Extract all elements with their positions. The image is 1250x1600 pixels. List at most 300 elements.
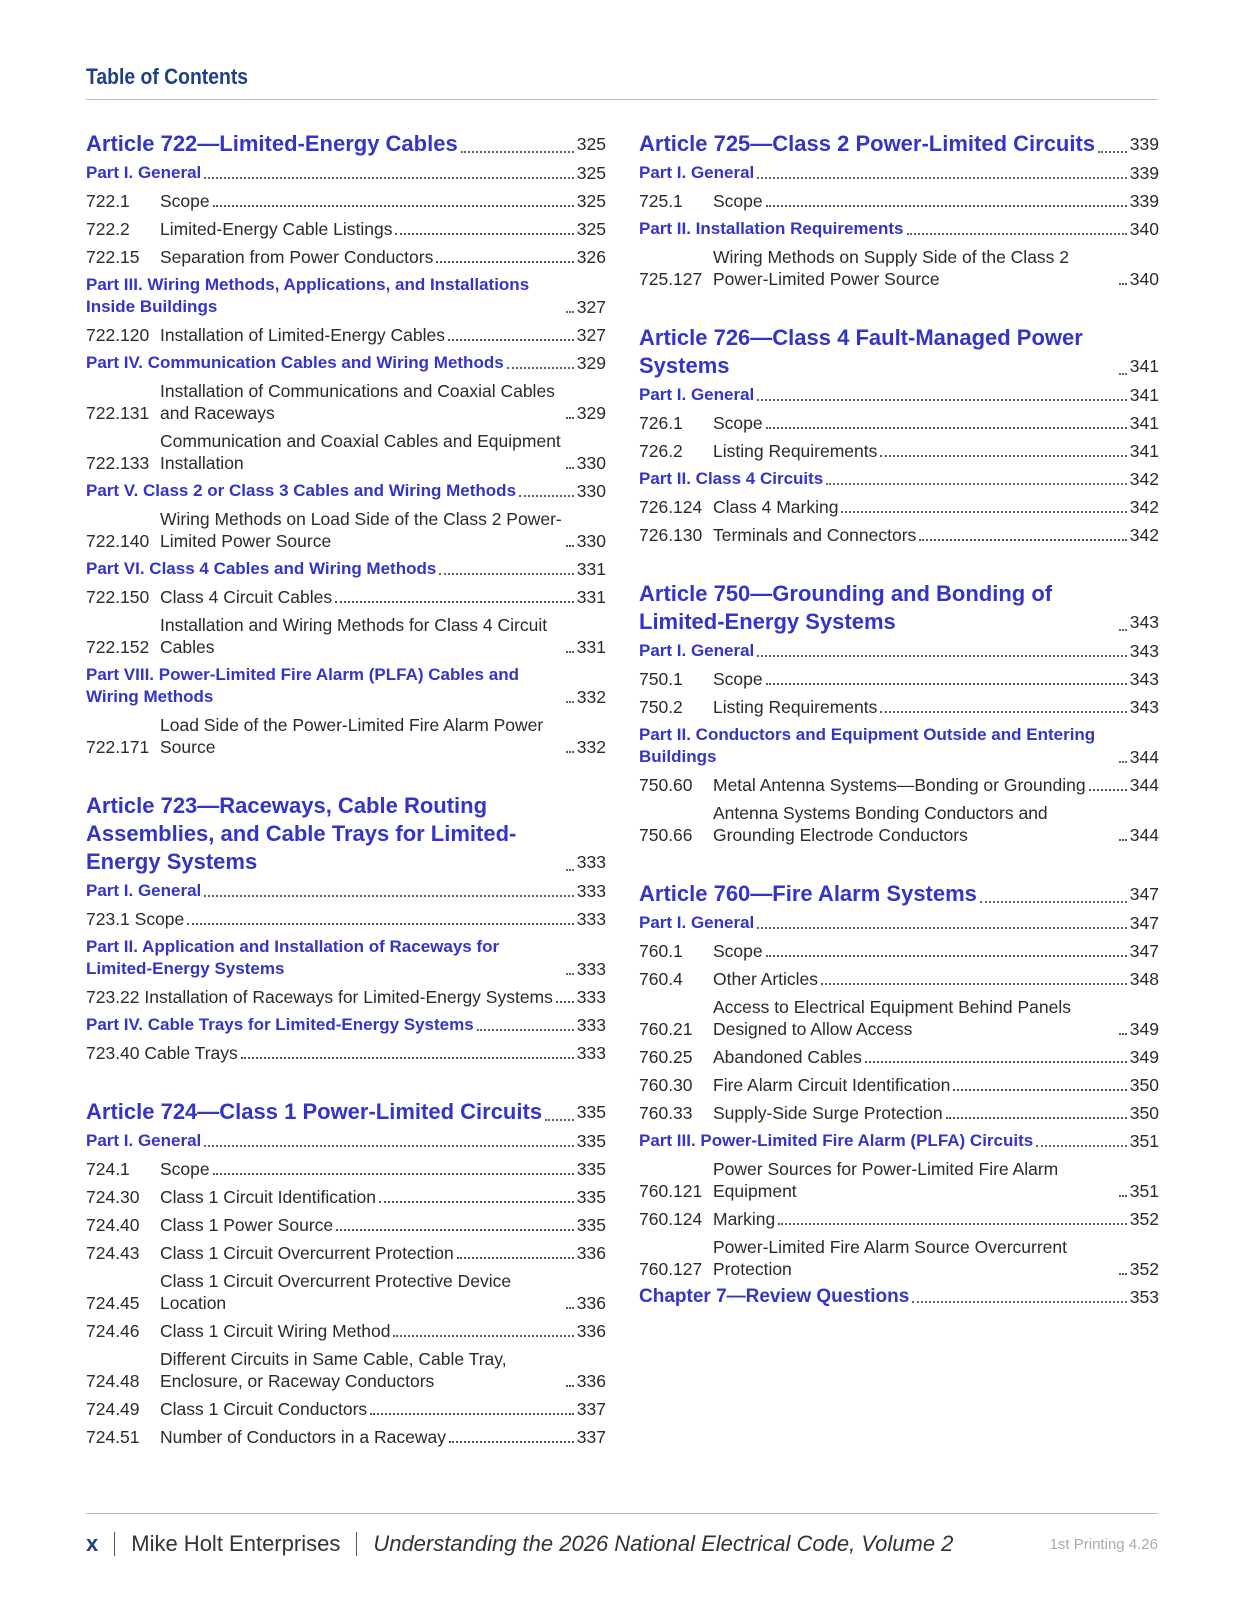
page-number: 327 [576,325,606,345]
section-number: 722.171 [86,737,150,757]
entry-title: Wiring Methods on Supply Side of the Class 2 Power-Limited Power Source [713,247,1070,289]
dot-leader [556,1001,574,1003]
entry-title: Article 760—Fire Alarm Systems [639,881,977,906]
dot-leader [841,511,1126,513]
entry-title: Scope [713,191,763,211]
page-footer [86,1530,1158,1558]
entry-title: Class 1 Circuit Identification [160,1187,376,1207]
entry-title: Scope [713,669,763,689]
entry-title: Article 725—Class 2 Power-Limited Circuits [639,131,1096,156]
toc-part-entry[interactable] [86,880,606,902]
entry-title: Different Circuits in Same Cable, Cable Tray, Enclosure, or Raceway Conductors [160,1349,507,1391]
page-number: 348 [1129,969,1159,989]
page-number: 342 [1129,497,1159,517]
toc-part-entry[interactable] [86,480,606,502]
section-number: 722.140 [86,531,150,551]
entry-title: Marking [713,1209,776,1229]
toc-part-entry[interactable] [639,912,1159,934]
entry-title: Antenna Systems Bonding Conductors and Grounding Electrode Conductors [713,803,1048,845]
section-number: 724.46 [86,1321,140,1341]
page-number: 352 [1129,1209,1159,1229]
section-number: 726.130 [639,525,703,545]
section-number: 722.131 [86,403,150,423]
page-number: 325 [576,219,606,239]
page-number: 333 [576,852,606,872]
dot-leader [566,1385,574,1387]
entry-title: Part II. Installation Requirements [639,219,904,238]
toc-part-entry[interactable] [86,664,606,708]
toc-chapter-entry[interactable] [639,1286,1159,1308]
toc-right-column [639,130,1159,1314]
toc-section-entry[interactable] [639,968,1159,990]
page-number: 343 [1129,612,1159,632]
dot-leader [778,1223,1127,1225]
dot-leader [439,573,573,575]
dot-leader [766,683,1127,685]
section-number: 750.66 [639,825,693,845]
section-number: 722.2 [86,219,130,239]
section-number: 726.124 [639,497,703,517]
dot-leader [766,427,1127,429]
page-number: 335 [576,1187,606,1207]
section-number: 760.1 [639,941,683,961]
dot-leader [946,1117,1127,1119]
entry-title: Article 726—Class 4 Fault-Managed Power Systems [639,325,1083,378]
page-number: 341 [1129,385,1159,405]
entry-title: Supply-Side Surge Protection [713,1103,943,1123]
dot-leader [393,1335,573,1337]
dot-leader [566,417,574,419]
page-number: 349 [1129,1047,1159,1067]
toc-part-entry[interactable] [639,724,1159,768]
entry-title: Separation from Power Conductors [160,247,434,267]
section-number: 724.30 [86,1187,140,1207]
section-number: 760.21 [639,1019,693,1039]
entry-title: Scope [713,413,763,433]
dot-leader [1119,373,1127,375]
page-number: 352 [1129,1259,1159,1279]
dot-leader [449,1441,574,1443]
toc-article-entry[interactable] [86,792,606,876]
page-number: 350 [1129,1075,1159,1095]
toc-section-entry[interactable] [639,1074,1159,1096]
entry-title: Terminals and Connectors [713,525,917,545]
toc-section-entry[interactable] [639,1102,1159,1124]
entry-title: Installation and Wiring Methods for Class 4 Circuit Cables [160,615,548,657]
toc-section-entry[interactable] [639,696,1159,718]
entry-title: Part I. General [639,641,755,660]
entry-title: Article 724—Class 1 Power-Limited Circuits [86,1099,543,1124]
page-number: 325 [576,134,606,154]
dot-leader [1089,789,1127,791]
page-number: 335 [576,1131,606,1151]
dot-leader [953,1089,1126,1091]
entry-title: Part I. General [86,881,202,900]
page-number: 339 [1129,163,1159,183]
section-number: 724.40 [86,1215,140,1235]
toc-section-entry[interactable] [86,218,606,240]
dot-leader [1119,1195,1127,1197]
dot-leader [757,927,1127,929]
entry-title: Scope [713,941,763,961]
entry-title: Limited-Energy Cable Listings [160,219,393,239]
dot-leader [566,869,574,871]
toc-part-entry[interactable] [86,162,606,184]
page-number: 332 [576,687,606,707]
dot-leader [507,367,574,369]
dot-leader [336,1229,574,1231]
section-number: 760.30 [639,1075,693,1095]
entry-title: Abandoned Cables [713,1047,862,1067]
section-number: 760.25 [639,1047,693,1067]
toc-section-entry[interactable] [86,908,606,930]
page-number: 340 [1129,269,1159,289]
entry-title: Scope [160,1159,210,1179]
page-number: 341 [1129,356,1159,376]
toc-section-entry[interactable] [639,1158,1159,1202]
entry-title: Part II. Conductors and Equipment Outside and Entering Buildings [639,725,1096,766]
page-number: 325 [576,163,606,183]
toc-section-entry[interactable] [639,668,1159,690]
dot-leader [865,1061,1127,1063]
entry-title: Class 1 Power Source [160,1215,334,1235]
dot-leader [519,495,574,497]
toc-section-entry[interactable] [639,774,1159,796]
page-number: 349 [1129,1019,1159,1039]
dot-leader [566,1307,574,1309]
entry-title: 723.22 Installation of Raceways for Limited-Energy Systems [86,987,553,1007]
toc-section-entry[interactable] [86,190,606,212]
page-number: 330 [576,453,606,473]
footer-separator [356,1532,357,1556]
toc-section-entry[interactable] [86,246,606,268]
dot-leader [436,261,573,263]
dot-leader [566,701,574,703]
entry-title: Installation of Communications and Coaxial Cables and Raceways [160,381,555,423]
entry-title: Article 750—Grounding and Bonding of Limited-Energy Systems [639,581,1053,634]
toc-section-entry[interactable] [86,1186,606,1208]
footer-book-title: Understanding the 2026 National Electrical Code, Volume 2 [373,1531,954,1556]
dot-leader [545,1119,574,1121]
toc-article-entry[interactable] [86,1098,606,1126]
entry-title: Number of Conductors in a Raceway [160,1427,446,1447]
section-number: 760.4 [639,969,683,989]
section-number: 760.33 [639,1103,693,1123]
toc-section-entry[interactable] [639,190,1159,212]
toc-section-entry[interactable] [86,1398,606,1420]
entry-title: 723.40 Cable Trays [86,1043,238,1063]
entry-title: Part I. General [86,1131,202,1150]
dot-leader [757,399,1127,401]
page-number: 351 [1129,1131,1159,1151]
page-number: 342 [1129,469,1159,489]
dot-leader [448,339,574,341]
toc-left-column [86,130,606,1454]
dot-leader [241,1057,574,1059]
page-number: 335 [576,1102,606,1122]
page-number: 337 [576,1427,606,1447]
toc-article-entry[interactable] [639,580,1159,636]
entry-title: Access to Electrical Equipment Behind Panels Designed to Allow Access [713,997,1071,1039]
dot-leader [187,923,574,925]
toc-section-entry[interactable] [86,1042,606,1064]
entry-title: Communication and Coaxial Cables and Equipment Installation [160,431,561,473]
entry-title: Article 723—Raceways, Cable Routing Assemblies, and Cable Trays for Limited-Energy Systems [86,793,517,874]
page-number: 335 [576,1215,606,1235]
dot-leader [566,311,574,313]
page-number: 343 [1129,669,1159,689]
dot-leader [335,601,574,603]
entry-title: Power Sources for Power-Limited Fire Alarm Equipment [713,1159,1059,1201]
page-number: 332 [576,737,606,757]
dot-leader [1036,1145,1127,1147]
toc-section-entry[interactable] [86,1214,606,1236]
section-number: 726.1 [639,413,683,433]
dot-leader [880,711,1126,713]
section-number: 722.150 [86,587,150,607]
page-number: 325 [576,191,606,211]
page-number: 330 [576,481,606,501]
toc-section-entry[interactable] [639,1208,1159,1230]
section-number: 750.1 [639,669,683,689]
section-number: 724.48 [86,1371,140,1391]
toc-section-entry[interactable] [639,496,1159,518]
dot-leader [1119,283,1127,285]
toc-part-entry[interactable] [639,1130,1159,1152]
toc-part-entry[interactable] [86,558,606,580]
page-number: 333 [576,987,606,1007]
page-number: 344 [1129,747,1159,767]
toc-section-entry[interactable] [86,714,606,758]
footer-publisher: Mike Holt Enterprises [131,1531,341,1556]
dot-leader [821,983,1127,985]
toc-section-entry[interactable] [639,440,1159,462]
entry-title: Part III. Wiring Methods, Applications, and Installations Inside Buildings [86,275,530,316]
page-number: 333 [576,881,606,901]
entry-title: Listing Requirements [713,697,878,717]
entry-title: Part IV. Cable Trays for Limited-Energy Systems [86,1015,474,1034]
dot-leader [204,177,574,179]
page-number: 327 [576,297,606,317]
dot-leader [1119,629,1127,631]
section-number: 760.124 [639,1209,703,1229]
page-number: 341 [1129,441,1159,461]
entry-title: Part VIII. Power-Limited Fire Alarm (PLFA) Cables and Wiring Methods [86,665,519,706]
footer-divider [86,1513,1158,1514]
toc-part-entry[interactable] [86,352,606,374]
entry-title: Article 722—Limited-Energy Cables [86,131,458,156]
entry-title: Listing Requirements [713,441,878,461]
section-number: 724.1 [86,1159,130,1179]
toc-article-entry[interactable] [639,324,1159,380]
toc-section-entry[interactable] [639,246,1159,290]
toc-section-entry[interactable] [86,1270,606,1314]
toc-article-entry[interactable] [639,130,1159,158]
footer-page-number: x [86,1531,99,1556]
page-number: 347 [1129,913,1159,933]
entry-title: Installation of Limited-Energy Cables [160,325,446,345]
section-number: 760.127 [639,1259,703,1279]
toc-section-entry[interactable] [86,1426,606,1448]
dot-leader [826,483,1127,485]
section-number: 725.1 [639,191,683,211]
dot-leader [566,467,574,469]
section-number: 750.2 [639,697,683,717]
entry-title: Class 4 Marking [713,497,839,517]
entry-title: Part V. Class 2 or Class 3 Cables and Wiring Methods [86,481,517,500]
dot-leader [461,151,574,153]
toc-part-entry[interactable] [639,640,1159,662]
toc-section-entry[interactable] [639,996,1159,1040]
entry-title: 723.1 Scope [86,909,185,929]
toc-section-entry[interactable] [86,430,606,474]
entry-title: Part I. General [639,385,755,404]
entry-title: Part III. Power-Limited Fire Alarm (PLFA) Circuits [639,1131,1034,1150]
section-number: 724.43 [86,1243,140,1263]
entry-title: Power-Limited Fire Alarm Source Overcurrent Protection [713,1237,1067,1279]
dot-leader [907,233,1127,235]
toc-section-entry[interactable] [86,586,606,608]
entry-title: Part IV. Communication Cables and Wiring Methods [86,353,504,372]
entry-title: Class 1 Circuit Wiring Method [160,1321,391,1341]
toc-part-entry[interactable] [86,1130,606,1152]
dot-leader [213,1173,574,1175]
dot-leader [1098,151,1127,153]
entry-title: Wiring Methods on Load Side of the Class 2 Power-Limited Power Source [160,509,562,551]
toc-part-entry[interactable] [86,274,606,318]
entry-title: Metal Antenna Systems—Bonding or Grounding [713,775,1086,795]
page-number: 339 [1129,134,1159,154]
page-number: 353 [1129,1287,1159,1307]
dot-leader [980,901,1127,903]
toc-section-entry[interactable] [86,1320,606,1342]
page-number: 341 [1129,413,1159,433]
dot-leader [379,1201,574,1203]
dot-leader [757,177,1127,179]
dot-leader [1119,839,1127,841]
dot-leader [766,955,1127,957]
section-number: 724.49 [86,1399,140,1419]
page-number: 343 [1129,641,1159,661]
entry-title: Load Side of the Power-Limited Fire Alarm Power Source [160,715,544,757]
header-divider [86,99,1158,100]
entry-title: Class 1 Circuit Conductors [160,1399,368,1419]
dot-leader [457,1257,574,1259]
page-number: 336 [576,1293,606,1313]
page-number: 336 [576,1371,606,1391]
toc-part-entry[interactable] [86,936,606,980]
page-number: 343 [1129,697,1159,717]
page-number: 331 [576,587,606,607]
section-number: 722.152 [86,637,150,657]
toc-section-entry[interactable] [86,324,606,346]
toc-section-entry[interactable] [639,1236,1159,1280]
toc-section-entry[interactable] [86,986,606,1008]
toc-part-entry[interactable] [639,468,1159,490]
page-number: 333 [576,959,606,979]
toc-part-entry[interactable] [639,162,1159,184]
section-number: 760.121 [639,1181,703,1201]
footer-printing: 1st Printing 4.26 [1049,1535,1158,1553]
entry-title: Other Articles [713,969,819,989]
toc-section-entry[interactable] [639,1046,1159,1068]
page-number: 347 [1129,884,1159,904]
entry-title: Part I. General [86,163,202,182]
toc-section-entry[interactable] [86,508,606,552]
page-number: 344 [1129,775,1159,795]
entry-title: Class 4 Circuit Cables [160,587,333,607]
toc-section-entry[interactable] [639,412,1159,434]
section-number: 726.2 [639,441,683,461]
dot-leader [880,455,1126,457]
entry-title: Class 1 Circuit Overcurrent Protective Device Location [160,1271,512,1313]
toc-section-entry[interactable] [639,940,1159,962]
page-number: 336 [576,1321,606,1341]
toc-section-entry[interactable] [86,380,606,424]
dot-leader [204,1145,574,1147]
page-number: 342 [1129,525,1159,545]
page-number: 326 [576,247,606,267]
dot-leader [213,205,574,207]
dot-leader [566,751,574,753]
toc-section-entry[interactable] [86,614,606,658]
section-number: 722.1 [86,191,130,211]
footer-separator [114,1532,115,1556]
toc-article-entry[interactable] [86,130,606,158]
toc-part-entry[interactable] [639,384,1159,406]
section-number: 722.133 [86,453,150,473]
page-number: 333 [576,1043,606,1063]
dot-leader [919,539,1127,541]
toc-section-entry[interactable] [86,1242,606,1264]
page-title: Table of Contents [86,64,249,89]
dot-leader [1119,1273,1127,1275]
dot-leader [566,651,574,653]
dot-leader [477,1029,574,1031]
section-number: 722.120 [86,325,150,345]
page-number: 329 [576,403,606,423]
page-number: 333 [576,1015,606,1035]
dot-leader [370,1413,574,1415]
dot-leader [1119,1033,1127,1035]
dot-leader [395,233,573,235]
section-number: 725.127 [639,269,703,289]
toc-section-entry[interactable] [86,1348,606,1392]
section-number: 724.51 [86,1427,140,1447]
toc-part-entry[interactable] [86,1014,606,1036]
entry-title: Scope [160,191,210,211]
page-number: 335 [576,1159,606,1179]
page-number: 329 [576,353,606,373]
dot-leader [912,1301,1127,1303]
toc-section-entry[interactable] [639,802,1159,846]
page-number: 340 [1129,219,1159,239]
entry-title: Part II. Application and Installation of Raceways for Limited-Energy Systems [86,937,500,978]
toc-section-entry[interactable] [639,524,1159,546]
dot-leader [566,545,574,547]
toc-article-entry[interactable] [639,880,1159,908]
toc-section-entry[interactable] [86,1158,606,1180]
page-number: 350 [1129,1103,1159,1123]
entry-title: Chapter 7—Review Questions [639,1286,910,1307]
entry-title: Fire Alarm Circuit Identification [713,1075,951,1095]
section-number: 724.45 [86,1293,140,1313]
toc-part-entry[interactable] [639,218,1159,240]
dot-leader [204,895,574,897]
page-number: 337 [576,1399,606,1419]
page-number: 344 [1129,825,1159,845]
dot-leader [766,205,1127,207]
